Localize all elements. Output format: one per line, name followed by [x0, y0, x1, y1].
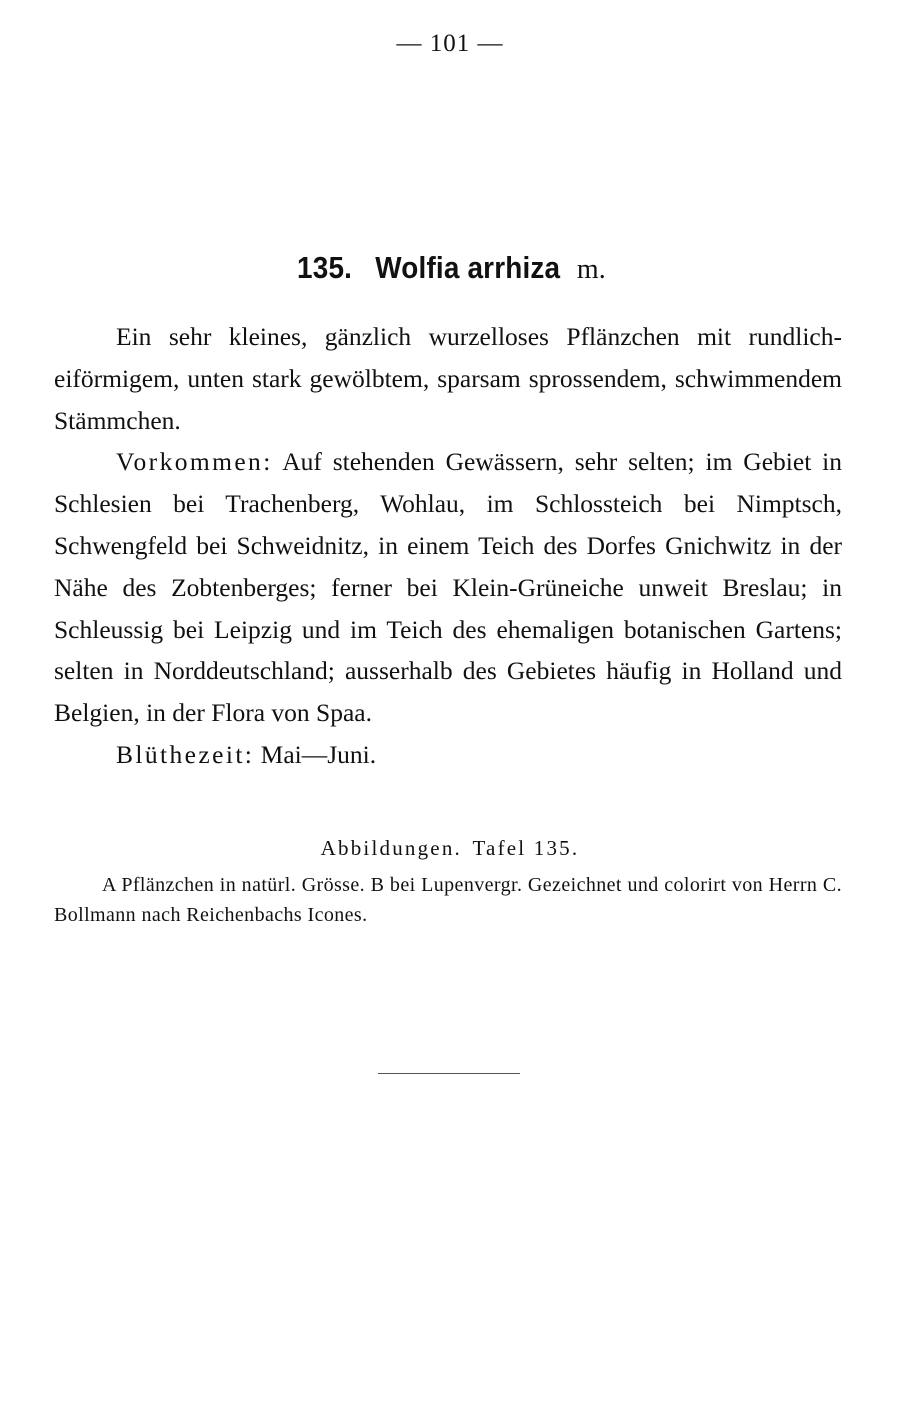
species-heading [0, 248, 900, 290]
flowering-text: Mai—Juni. [260, 739, 377, 769]
section-divider [378, 1073, 520, 1074]
occurrence-text: Auf stehenden Gewässern, sehr selten; im Gebiet in Schlesien bei Trachenberg, Wohlau, im Schlossteich bei Nimptsch, Schwengfeld bei Schweidnitz, in einem Teich des Dorfes Gnichwitz in der Nähe des Zobtenberges; ferner bei Klein-Grüneiche unweit Breslau; in Schleussig bei Leipzig und im Teich des ehemaligen botanischen Gartens; selten in Norddeutschland; ausserhalb des Gebietes häufig in Holland und Belgien, in der Flora von Spaa. [54, 447, 842, 728]
occurrence-label: Vorkommen: [116, 447, 273, 477]
figures-caption: A Pflänzchen in natürl. Grösse. B bei Lupenvergr. Gezeichnet und colorirt von Herrn C. Bollmann nach Reichenbachs Icones. [54, 874, 842, 926]
description-paragraph: Ein sehr kleines, gänzlich wurzelloses Pflänzchen mit rundlich-eiförmigem, unten stark gewölbtem, sparsam sprossendem, schwimmendem Stämmchen. [54, 322, 842, 435]
figures-heading [0, 834, 900, 862]
figures-plate: Tafel 135. [472, 836, 580, 860]
species-author: m. [576, 254, 606, 285]
figures-label: Abbildungen. [320, 836, 462, 860]
species-name: Wolfia arrhiza [375, 250, 561, 285]
species-number: 135. [297, 250, 353, 285]
flowering-label: Blüthezeit: [116, 739, 255, 769]
species-text [54, 316, 842, 776]
page-number: — 101 — [396, 30, 504, 57]
occurrence-paragraph [54, 441, 842, 734]
flowering-paragraph [54, 734, 842, 776]
